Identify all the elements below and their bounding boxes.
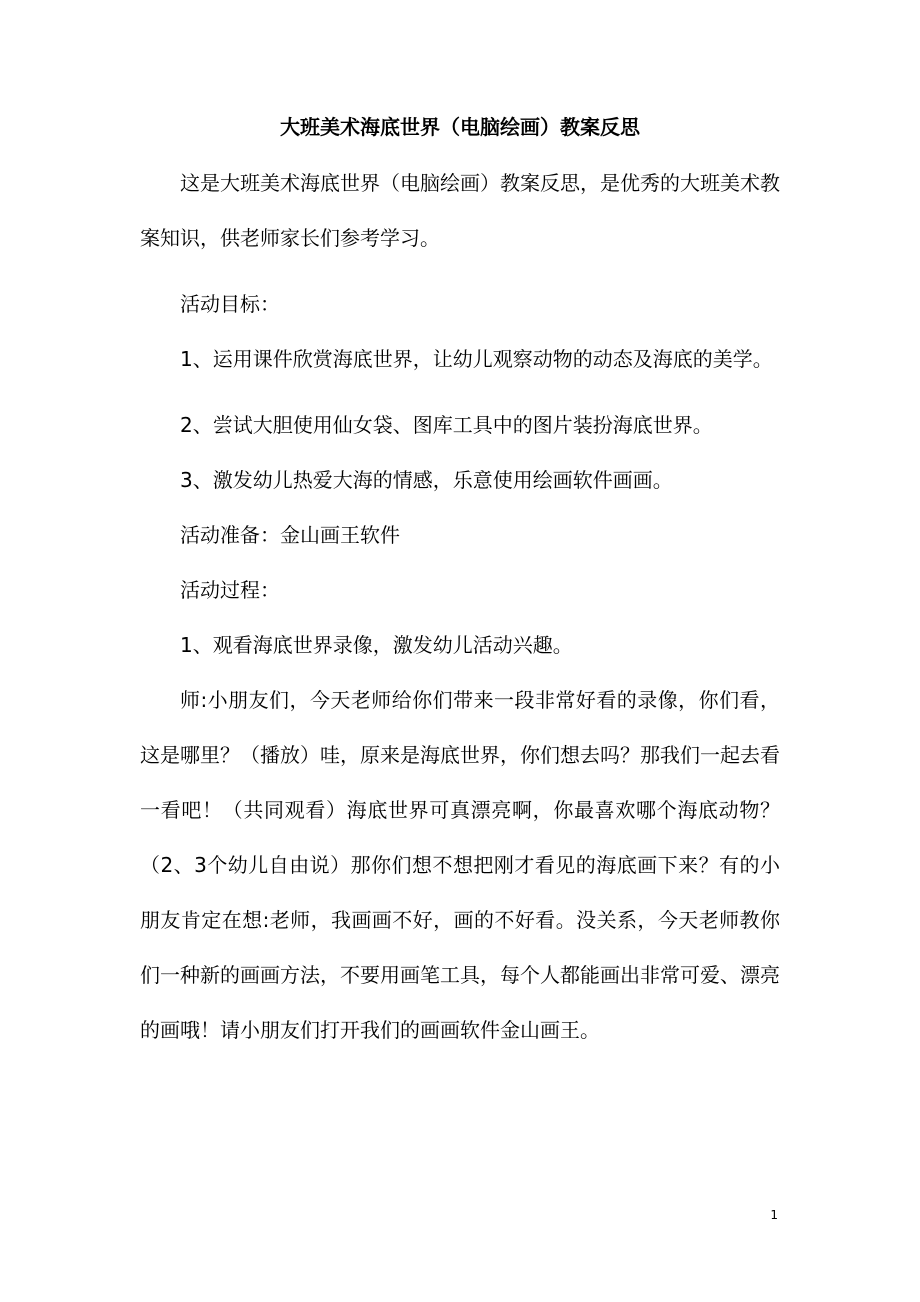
page-number: 1 xyxy=(770,1208,778,1222)
process-heading: 活动过程： xyxy=(180,578,280,602)
document-title: 大班美术海底世界（电脑绘画）教案反思 xyxy=(280,115,640,139)
intro-paragraph: 这是大班美术海底世界（电脑绘画）教案反思，是优秀的大班美术教案知识，供老师家长们参考学习。 xyxy=(140,171,780,250)
objectives-heading: 活动目标： xyxy=(180,292,280,316)
teacher-dialogue-paragraph: 师:小朋友们，今天老师给你们带来一段非常好看的录像，你们看，这是哪里？（播放）哇，原来是海底世界，你们想去吗？那我们一起去看一看吧！（共同观看）海底世界可真漂亮啊，你最喜欢哪个海底动物？（2、3个幼儿自由说）那你们想不想把刚才看见的海底画下来？有的小朋友肯定在想:老师，我画画不好，画的不好看。没关系，今天老师教你们一种新的画画方法，不要用画笔工具，每个人都能画出非常可爱、漂亮的画哦！请小朋友们打开我们的画画软件金山画王。 xyxy=(140,688,780,1042)
objective-3: 3、激发幼儿热爱大海的情感，乐意使用绘画软件画画。 xyxy=(180,468,673,492)
process-step-1: 1、观看海底世界录像，激发幼儿活动兴趣。 xyxy=(180,633,573,657)
objective-1: 1、运用课件欣赏海底世界，让幼儿观察动物的动态及海底的美学。 xyxy=(180,347,773,371)
document-body xyxy=(140,166,780,1079)
objective-2: 2、尝试大胆使用仙女袋、图库工具中的图片装扮海底世界。 xyxy=(180,413,713,437)
preparation-paragraph: 活动准备：金山画王软件 xyxy=(180,523,400,547)
